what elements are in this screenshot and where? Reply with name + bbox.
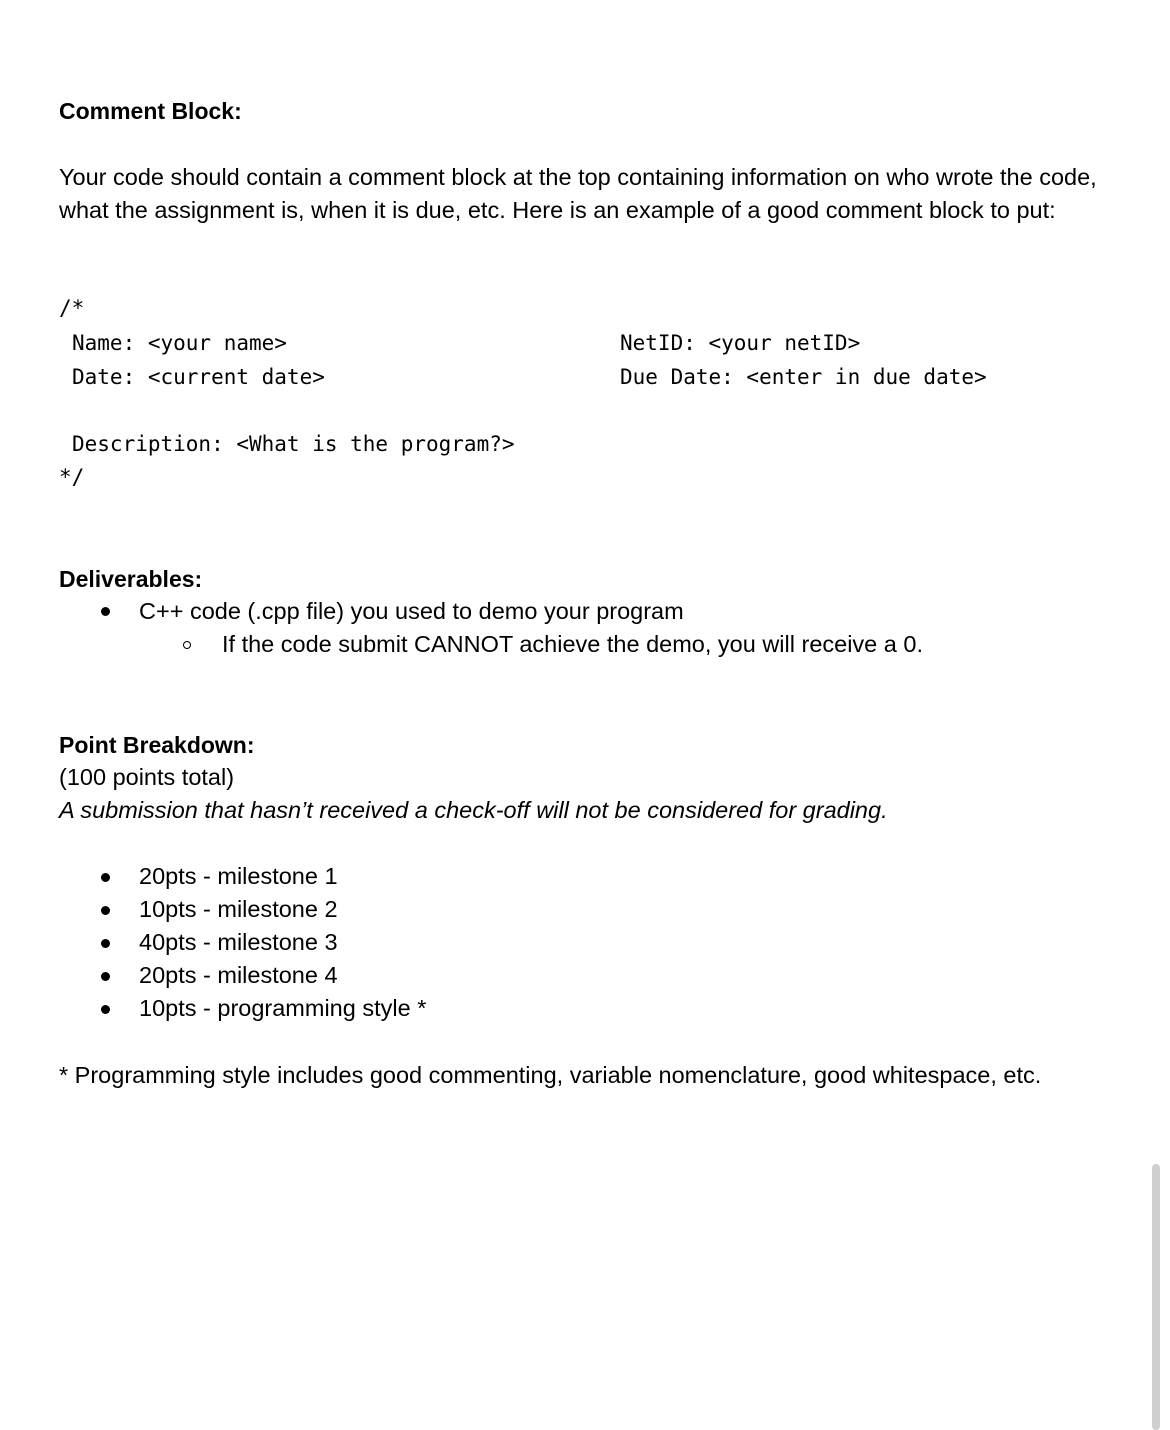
bullet-icon [101, 1005, 110, 1014]
code-open: /* [59, 296, 85, 320]
points-item: 10pts - programming style * [139, 995, 427, 1021]
deliverables-heading: Deliverables: [59, 566, 203, 592]
points-total: (100 points total) [59, 764, 235, 790]
scrollbar-thumb[interactable] [1152, 1164, 1160, 1430]
comment-block-intro: Your code should contain a comment block at the top containing information on who wrote the code, what the assignment is, when it is due, etc. Here is an example of a good comment block to put: [59, 164, 1097, 223]
code-close: */ [59, 465, 85, 489]
points-item: 20pts - milestone 4 [139, 962, 338, 988]
deliverable-item: C++ code (.cpp file) you used to demo your program [139, 598, 684, 624]
points-item: 40pts - milestone 3 [139, 929, 338, 955]
code-date-line: Date: <current date> [72, 365, 325, 389]
code-name-line: Name: <your name> [72, 331, 287, 355]
points-item: 10pts - milestone 2 [139, 896, 338, 922]
bullet-icon [101, 607, 110, 616]
grading-note: A submission that hasn’t received a check-off will not be considered for grading. [59, 797, 888, 823]
code-due-date-line: Due Date: <enter in due date> [620, 365, 987, 389]
bullet-icon [101, 939, 110, 948]
bullet-icon [101, 906, 110, 915]
bullet-icon [101, 972, 110, 981]
comment-block-heading: Comment Block: [59, 98, 242, 124]
sub-bullet-icon [183, 641, 191, 649]
deliverable-sub-item: If the code submit CANNOT achieve the demo, you will receive a 0. [222, 631, 923, 657]
code-netid-line: NetID: <your netID> [620, 331, 861, 355]
bullet-icon [101, 873, 110, 882]
code-description-line: Description: <What is the program?> [72, 432, 515, 456]
style-footnote: * Programming style includes good commenting, variable nomenclature, good whitespace, etc. [59, 1062, 1042, 1088]
point-breakdown-heading: Point Breakdown: [59, 732, 255, 758]
points-item: 20pts - milestone 1 [139, 863, 338, 889]
